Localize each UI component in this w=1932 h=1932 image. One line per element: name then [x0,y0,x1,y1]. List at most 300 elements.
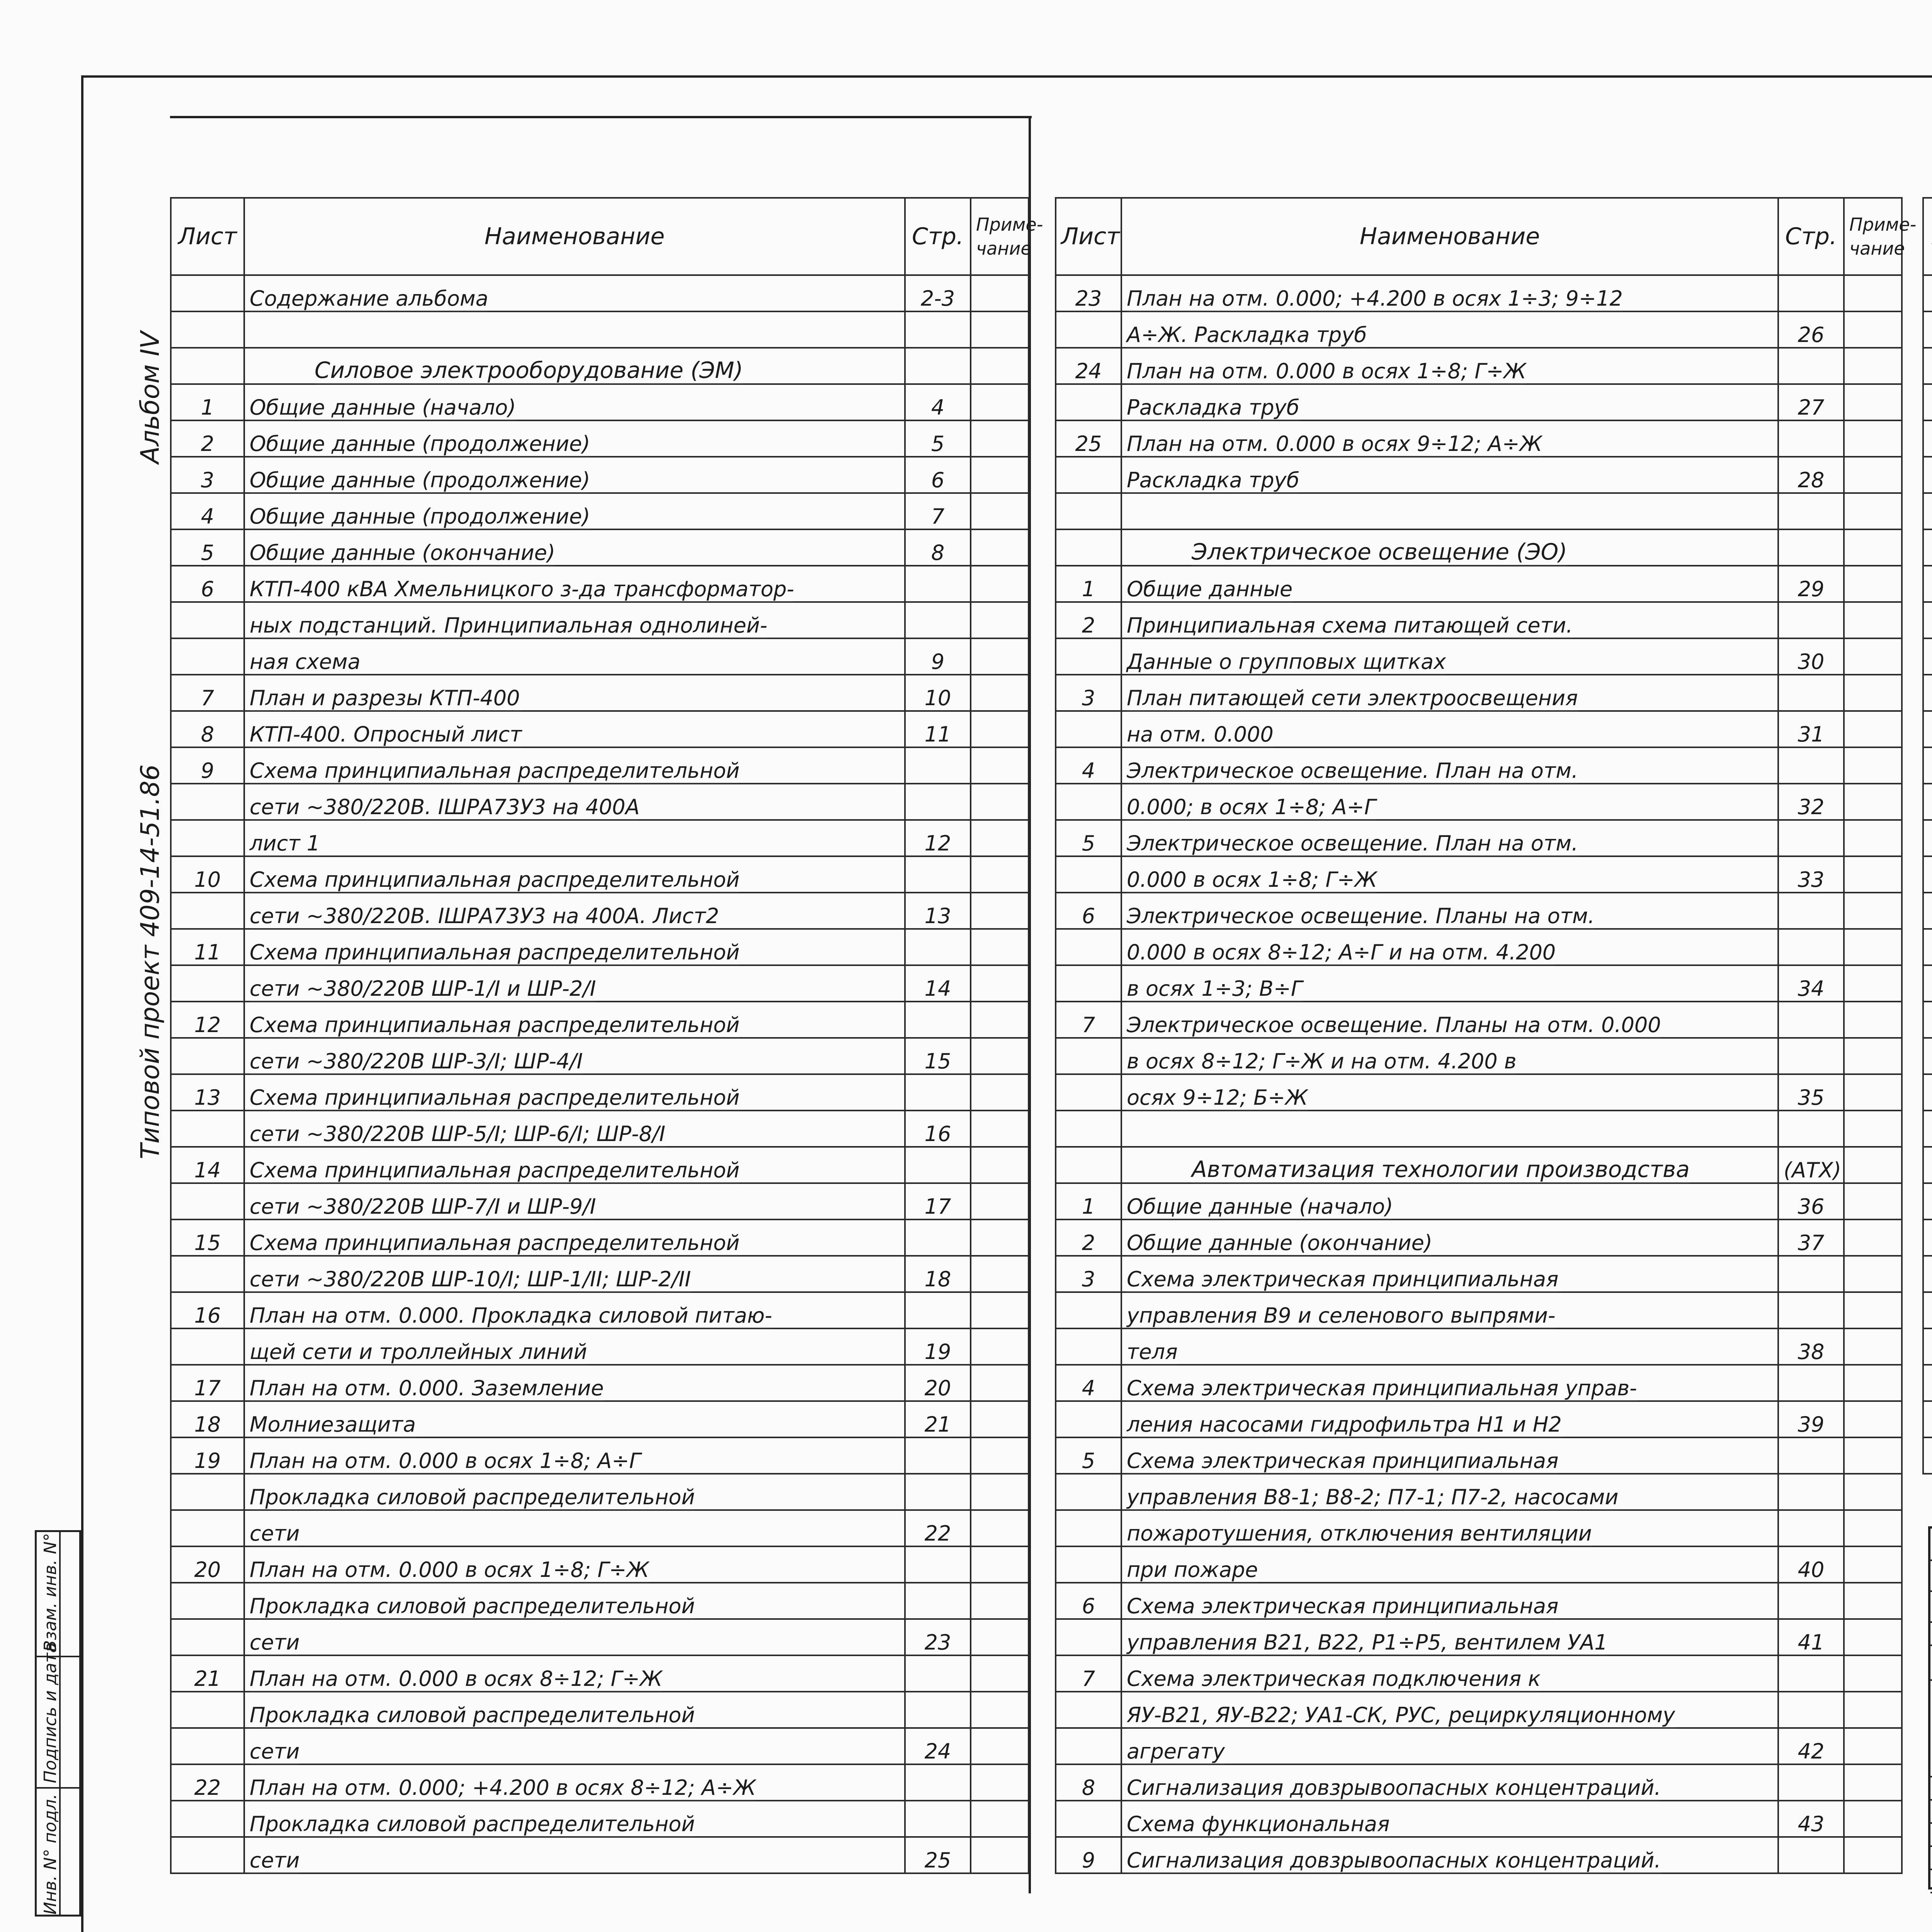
item-name-text: ная схема [250,650,361,675]
note-cell [1844,1546,1902,1583]
note-cell [1844,893,1902,929]
table-row [1923,1328,1932,1365]
table-row [171,1801,1029,1837]
item-name [244,1292,905,1328]
note-cell [971,893,1029,929]
item-name [1121,1728,1778,1764]
item-name [1121,275,1778,311]
item-name-text: ных подстанций. Принципиальная однолиней- [250,613,767,639]
note-cell [1844,384,1902,420]
sheet-number: 6 [1056,893,1121,929]
sheet-number [171,820,244,856]
item-name-text: Схема электрическая принципиальная [1127,1594,1558,1619]
page-ref: 10 [905,675,971,711]
page-ref [1778,1655,1844,1692]
item-name-text: План на отм. 0.000 в осях 8÷12; Г÷Ж [250,1667,662,1692]
table-row [1056,1111,1902,1147]
sheet-number: 1 [171,384,244,420]
table-row [1923,348,1932,384]
sheet-number [171,348,244,384]
note-cell [971,457,1029,493]
page-ref: 13 [905,893,971,929]
page-ref [1778,1510,1844,1546]
sheet-number: 23 [1056,275,1121,311]
table-row [1056,311,1902,348]
note-cell [971,1147,1029,1183]
item-name [1121,820,1778,856]
note-cell [1844,1183,1902,1219]
table-row [1923,384,1932,420]
item-name [244,856,905,893]
item-name-text: 0.000 в осях 1÷8; Г÷Ж [1127,867,1377,893]
item-name [244,1692,905,1728]
item-name [244,348,905,384]
register-table-1 [170,197,1043,1874]
note-cell [971,638,1029,675]
sheet-number [1056,856,1121,893]
table-row [171,1474,1029,1510]
note-cell [1844,1074,1902,1111]
sheet-number [1056,457,1121,493]
page-ref [905,1074,971,1111]
table-row [171,1292,1029,1328]
table-row [171,893,1029,929]
sheet-number [171,965,244,1002]
table-row [1056,1510,1902,1546]
sheet-number [1923,856,1932,893]
item-name-text: ЯУ-В21, ЯУ-В22; УА1-СК, РУС, рециркуляционному [1127,1703,1675,1728]
table-row [171,384,1029,420]
item-name-text: теля [1127,1340,1178,1365]
item-name-text: Схема принципиальная распределительной [250,940,740,966]
note-cell [971,1401,1029,1437]
note-cell [971,1328,1029,1365]
item-name [244,1365,905,1401]
page-ref [1778,1038,1844,1074]
sheet-number [1056,1328,1121,1365]
sheet-number: 21 [171,1655,244,1692]
header-sheet: Лист [171,198,244,275]
page-ref [905,1764,971,1801]
sheet-number: 25 [1056,420,1121,457]
table-row [171,1510,1029,1546]
table-header [171,198,1029,275]
note-cell [971,420,1029,457]
table-row [1923,1111,1932,1147]
page-ref [1778,348,1844,384]
page-ref [1778,493,1844,529]
table-row [1056,493,1902,529]
note-cell [1844,1365,1902,1401]
note-cell [1844,457,1902,493]
sheet-number [1056,384,1121,420]
table-row [171,1038,1029,1074]
note-cell [971,1183,1029,1219]
item-name [1121,457,1778,493]
note-cell [971,1111,1029,1147]
table-row [171,1401,1029,1437]
item-name [244,457,905,493]
table-row [1056,457,1902,493]
note-cell [1844,856,1902,893]
page-ref [1778,675,1844,711]
table-row [1056,566,1902,602]
sheet-number [1923,784,1932,820]
item-name-text: Прокладка силовой распределительной [250,1703,695,1728]
note-cell [971,384,1029,420]
page-ref: 2-3 [905,275,971,311]
page-ref [905,566,971,602]
item-name [1121,1837,1778,1873]
page-ref [1778,1583,1844,1619]
item-name [1121,893,1778,929]
note-cell [971,1256,1029,1292]
page-ref: 31 [1778,711,1844,747]
sheet-number: 6 [171,566,244,602]
page-ref [905,1692,971,1728]
page-ref: 27 [1778,384,1844,420]
note-cell [1844,1002,1902,1038]
item-name [1121,1292,1778,1328]
sheet-number: 7 [171,675,244,711]
table-row [1923,1437,1932,1474]
sheet-number [1056,1401,1121,1437]
note-cell [971,1510,1029,1546]
sheet-number: 6 [1056,1583,1121,1619]
item-name-text: Общие данные (начало) [250,395,516,421]
item-name-text: Общие данные (окончание) [250,541,555,566]
item-name-text: щей сети и троллейных линий [250,1340,587,1365]
item-name-text: управления В8-1; В8-2; П7-1; П7-2, насосами [1127,1485,1618,1510]
sheet-number: 15 [171,1219,244,1256]
page-ref: (АТХ) [1778,1147,1844,1183]
page-ref: 15 [905,1038,971,1074]
note-cell [971,1437,1029,1474]
note-cell [971,493,1029,529]
sheet-number [171,1728,244,1764]
item-name [1121,384,1778,420]
sheet-number [1923,893,1932,929]
item-name-text: Схема электрическая подключения к [1127,1667,1541,1692]
item-name-text: управления В21, В22, Р1÷Р5, вентилем УА1 [1127,1630,1608,1656]
sheet-number: 5 [1056,1437,1121,1474]
page-ref: 41 [1778,1619,1844,1655]
sheet-number [1923,457,1932,493]
header-note: Приме-чание [971,198,1029,275]
item-name [244,1837,905,1873]
table-row [1056,1256,1902,1292]
note-cell [971,1292,1029,1328]
sheet-number [1056,711,1121,747]
page-ref: 17 [905,1183,971,1219]
sheet-number [1923,1219,1932,1256]
sheet-number: 1 [1056,566,1121,602]
item-name-text: Электрическое освещение. Планы на отм. 0.000 [1127,1013,1661,1038]
table-row [1056,1437,1902,1474]
page-ref [905,602,971,638]
table-row [1056,1801,1902,1837]
page-ref: 12 [905,820,971,856]
table-row [1056,1183,1902,1219]
sheet-number: 2 [1056,1219,1121,1256]
note-cell [971,1038,1029,1074]
item-name [1121,1002,1778,1038]
item-name [244,893,905,929]
table-row [1056,856,1902,893]
item-name-text: План на отм. 0.000; +4.200 в осях 1÷3; 9÷12 [1127,286,1623,312]
page-ref: 6 [905,457,971,493]
item-name-text: при пожаре [1127,1558,1258,1583]
header-page: Стр. [905,198,971,275]
sheet-number: 4 [1056,747,1121,784]
table-row [1056,638,1902,675]
note-cell [1844,1219,1902,1256]
item-name-text: сети ~380/220В ШР-1/Ι и ШР-2/Ι [250,976,596,1002]
page-ref [905,1655,971,1692]
table-row [171,1619,1029,1655]
item-name-text: лист 1 [250,831,320,857]
sheet-number: 4 [1056,1365,1121,1401]
sheet-number: 8 [171,711,244,747]
item-name [1121,529,1778,566]
item-name-text: осях 9÷12; Б÷Ж [1127,1085,1308,1111]
sheet-number [1923,529,1932,566]
sheet-number [171,1801,244,1837]
page-ref: 40 [1778,1546,1844,1583]
table-row [1056,1837,1902,1873]
note-cell [971,1365,1029,1401]
item-name [1121,1655,1778,1692]
item-name-text: Содержание альбома [250,286,488,312]
table-row [171,348,1029,384]
page-ref [905,348,971,384]
note-cell [1844,1474,1902,1510]
sheet-number [1056,929,1121,965]
table-row [1923,493,1932,529]
item-name-text: на отм. 0.000 [1127,722,1274,748]
table-row [171,1692,1029,1728]
page-ref [905,1147,971,1183]
page-ref [905,747,971,784]
page-ref: 34 [1778,965,1844,1002]
page-ref: 35 [1778,1074,1844,1111]
sheet-number [171,1510,244,1546]
note-cell [971,348,1029,384]
sheet-number: 10 [171,856,244,893]
table-row [171,566,1029,602]
note-cell [1844,1655,1902,1692]
note-cell [971,747,1029,784]
sheet-number: 19 [171,1437,244,1474]
table-row [1923,675,1932,711]
page-ref: 23 [905,1619,971,1655]
header-name: Наименование [244,198,905,275]
item-name-text: План на отм. 0.000 в осях 1÷8; Г÷Ж [250,1558,649,1583]
item-name [244,1655,905,1692]
item-name [1121,1692,1778,1728]
item-name-text: в осях 1÷3; В÷Г [1127,976,1303,1002]
item-name-text: сети [250,1739,299,1765]
table-row [1056,1292,1902,1328]
note-cell [1844,747,1902,784]
note-cell [971,965,1029,1002]
table-row [1923,1365,1932,1401]
note-cell [971,1474,1029,1510]
note-cell [1844,965,1902,1002]
sheet-number [1923,747,1932,784]
sheet-number [1923,1002,1932,1038]
item-name [244,1111,905,1147]
item-name-text: План на отм. 0.000 в осях 1÷8; Г÷Ж [1127,359,1526,384]
note-cell [971,1074,1029,1111]
note-cell [1844,711,1902,747]
top-border-line [170,116,1032,118]
page-ref [1778,893,1844,929]
item-name [1121,1183,1778,1219]
table-row [1923,893,1932,929]
item-name [244,1183,905,1219]
item-name [1121,638,1778,675]
page-ref [905,856,971,893]
note-cell [1844,1583,1902,1619]
page-ref [1778,1002,1844,1038]
table-row [171,311,1029,348]
sheet-number: 9 [171,747,244,784]
item-name-text: управления В9 и селенового выпрями- [1127,1303,1555,1329]
table-row [171,1328,1029,1365]
table-row [1056,1583,1902,1619]
table-row [1923,1401,1932,1437]
note-cell [1844,1147,1902,1183]
sheet-number [1056,1801,1121,1837]
item-name-text: План на отм. 0.000 в осях 9÷12; А÷Ж [1127,432,1542,457]
item-name-text: Схема принципиальная распределительной [250,1085,740,1111]
sheet-number [1923,275,1932,311]
table-row [171,1437,1029,1474]
sheet-number [1056,1692,1121,1728]
table-row [1056,1147,1902,1183]
page-ref: 42 [1778,1728,1844,1764]
item-name [1121,1546,1778,1583]
sheet-number [1923,348,1932,384]
sheet-number [1923,384,1932,420]
page-ref [905,929,971,965]
table-row [171,1583,1029,1619]
table-row [1056,602,1902,638]
header-name: Наименование [1121,198,1778,275]
page-ref: 9 [905,638,971,675]
item-name [244,965,905,1002]
sheet-number [171,1583,244,1619]
table-row [1923,275,1932,311]
item-name [244,1546,905,1583]
sheet-number: 7 [1056,1002,1121,1038]
sheet-number [1923,929,1932,965]
item-name [1121,856,1778,893]
note-cell [971,275,1029,311]
item-name-text: Прокладка силовой распределительной [250,1812,695,1837]
note-cell [971,856,1029,893]
item-name-text: План на отм. 0.000 в осях 1÷8; А÷Г [250,1449,641,1474]
sheet-number: 16 [171,1292,244,1328]
page-ref: 18 [905,1256,971,1292]
sheet-number: 20 [171,1546,244,1583]
item-name-text: в осях 8÷12; Г÷Ж и на отм. 4.200 в [1127,1049,1517,1075]
page-ref [1778,602,1844,638]
item-name-text: План на отм. 0.000. Заземление [250,1376,604,1401]
item-name-text: План питающей сети электроосвещения [1127,686,1578,711]
table-row [171,275,1029,311]
table-row [171,1074,1029,1111]
item-name [1121,1074,1778,1111]
page-ref: 21 [905,1401,971,1437]
table-header [1923,198,1932,275]
table-row [171,529,1029,566]
item-name [244,1764,905,1801]
sheet-number [1923,1365,1932,1401]
table-row [171,820,1029,856]
table-row [1056,529,1902,566]
sheet-number [1923,820,1932,856]
page-ref [905,1219,971,1256]
table-row [1056,1328,1902,1365]
sheet-number: 5 [171,529,244,566]
item-name-text: сети ~380/220В ШР-5/Ι; ШР-6/Ι; ШР-8/Ι [250,1122,665,1147]
table-row [171,638,1029,675]
table-row [1056,711,1902,747]
item-name [244,1728,905,1764]
sheet-number [171,1256,244,1292]
note-cell [971,1619,1029,1655]
sheet-number [1056,1474,1121,1510]
item-name [244,275,905,311]
item-name [244,529,905,566]
item-name [1121,1256,1778,1292]
page-ref: 24 [905,1728,971,1764]
note-cell [1844,275,1902,311]
header-sheet: Лист [1056,198,1121,275]
page-ref [905,1583,971,1619]
table-row [1056,1655,1902,1692]
note-cell [1844,1437,1902,1474]
note-cell [971,711,1029,747]
page-ref: 11 [905,711,971,747]
table-row [1056,1728,1902,1764]
table-header [1056,198,1902,275]
item-name-text: Схема принципиальная распределительной [250,1013,740,1038]
item-name [1121,711,1778,747]
table-row [1923,1256,1932,1292]
item-name-text: ления насосами гидрофильтра Н1 и Н2 [1127,1412,1562,1438]
page-ref: 30 [1778,638,1844,675]
item-name [1121,1437,1778,1474]
item-name-text: Сигнализация довзрывоопасных концентраций. [1127,1776,1661,1801]
item-name [1121,1583,1778,1619]
page-ref [1778,1474,1844,1510]
sheet-number [1056,1147,1121,1183]
item-name-text: План на отм. 0.000. Прокладка силовой питаю- [250,1303,772,1329]
table-row [1923,820,1932,856]
note-cell [971,929,1029,965]
sheet-number [1923,311,1932,348]
sheet-number [171,1038,244,1074]
table-row [1056,893,1902,929]
note-cell [1844,1510,1902,1546]
page-ref: 19 [905,1328,971,1365]
item-name [244,1002,905,1038]
item-name-text: План на отм. 0.000; +4.200 в осях 8÷12; А÷Ж [250,1776,756,1801]
sheet-number: 2 [1056,602,1121,638]
